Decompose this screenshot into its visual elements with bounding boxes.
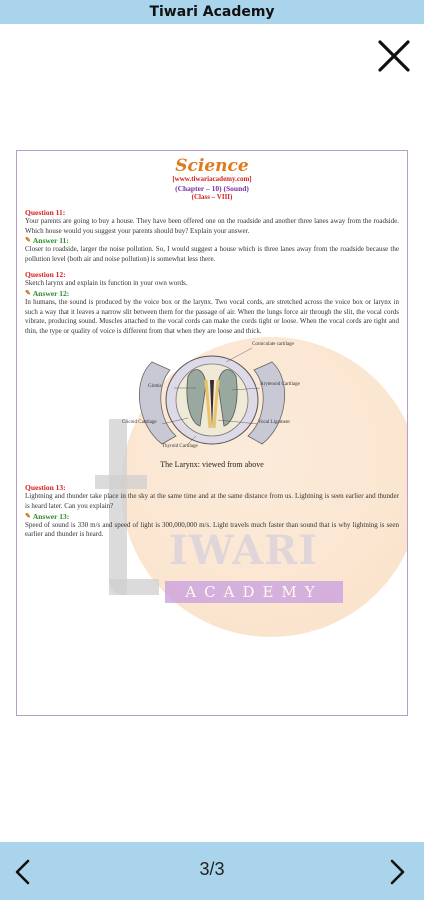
pencil-icon: ✎ [25,288,31,297]
answer-label: ✎ Answer 13: [25,511,70,521]
label-corniculate: Corniculate cartilage [252,342,294,348]
pencil-icon: ✎ [25,236,31,245]
larynx-diagram [92,340,332,458]
chevron-left-icon [8,858,38,886]
label-glottis: Glottis [148,384,162,390]
answer-label: ✎ Answer 12: [25,288,70,298]
pencil-icon: ✎ [25,511,31,520]
close-icon [372,34,416,78]
figure-caption: The Larynx: viewed from above [160,460,264,470]
page-counter: 3/3 [199,859,225,879]
question-label: Question 13: [25,483,66,493]
app-title: Tiwari Academy [149,4,275,20]
label-thyroid: Thyroid Cartilage [162,444,198,450]
label-cricoid: Cricoid Cartilage [122,420,157,426]
answer-label: ✎ Answer 11: [25,236,69,246]
next-page-button[interactable] [382,858,412,886]
close-button[interactable] [372,34,416,78]
label-arytenoid: Arytenoid Cartilage [260,382,300,388]
class-label: (Class – VIII) [191,193,233,201]
chevron-right-icon [382,858,412,886]
previous-page-button[interactable] [8,858,38,886]
answer-text: In humans, the sound is produced by the voice box or the larynx. Two vocal cords, are stretched across the voice box or larynx in such a way that it leaves a narrow slit between them for the passage of air. When the lungs force air through the slit, the vocal cords vibrate, producing sound. Muscles attached to the vocal cords can make the cords tight or loose. When the vocal cords are tight and thin, the type or quality of voice is different from that when they are loose and thick. [25,297,399,335]
watermark-name: IWARI [169,527,319,574]
document-header [25,157,399,202]
app-title-bar [0,0,424,24]
document-page [16,150,408,716]
question-label: Question 12: [25,270,66,280]
pager-bar [0,842,424,900]
website-link[interactable]: [www.tiwariacademy.com] [172,175,252,183]
answer-text: Speed of sound is 330 m/s and speed of light is 300,000,000 m/s. Light travels much faster than sound that is why lightning is seen earlier and thunder is heard. [25,520,399,539]
larynx-figure [92,340,332,458]
watermark-academy: ACADEMY [165,581,343,603]
question-label: Question 11: [25,208,66,217]
subject-title: Science [175,156,249,176]
question-text: Sketch larynx and explain its function in your own words. [25,279,188,288]
label-vocal-ligament: Vocal Ligament [258,420,290,426]
chapter-title: (Chapter – 10) (Sound) [175,184,249,193]
question-text: Lightning and thunder take place in the sky at the same time and at the same distance from us. Lightning is seen earlier and thunder is heard later. Can you explain? [25,492,399,510]
question-text: Your parents are going to buy a house. They have been offered one on the roadside and another three lanes away from the roadside. Which house would you suggest your parents should buy? Explain your answer. [25,217,399,235]
answer-text: Closer to roadside, larger the noise pollution. So, I would suggest a house which is three lanes away from the roadside because the pollution level (both air and noise pollution) is somewhat less there. [25,245,399,263]
